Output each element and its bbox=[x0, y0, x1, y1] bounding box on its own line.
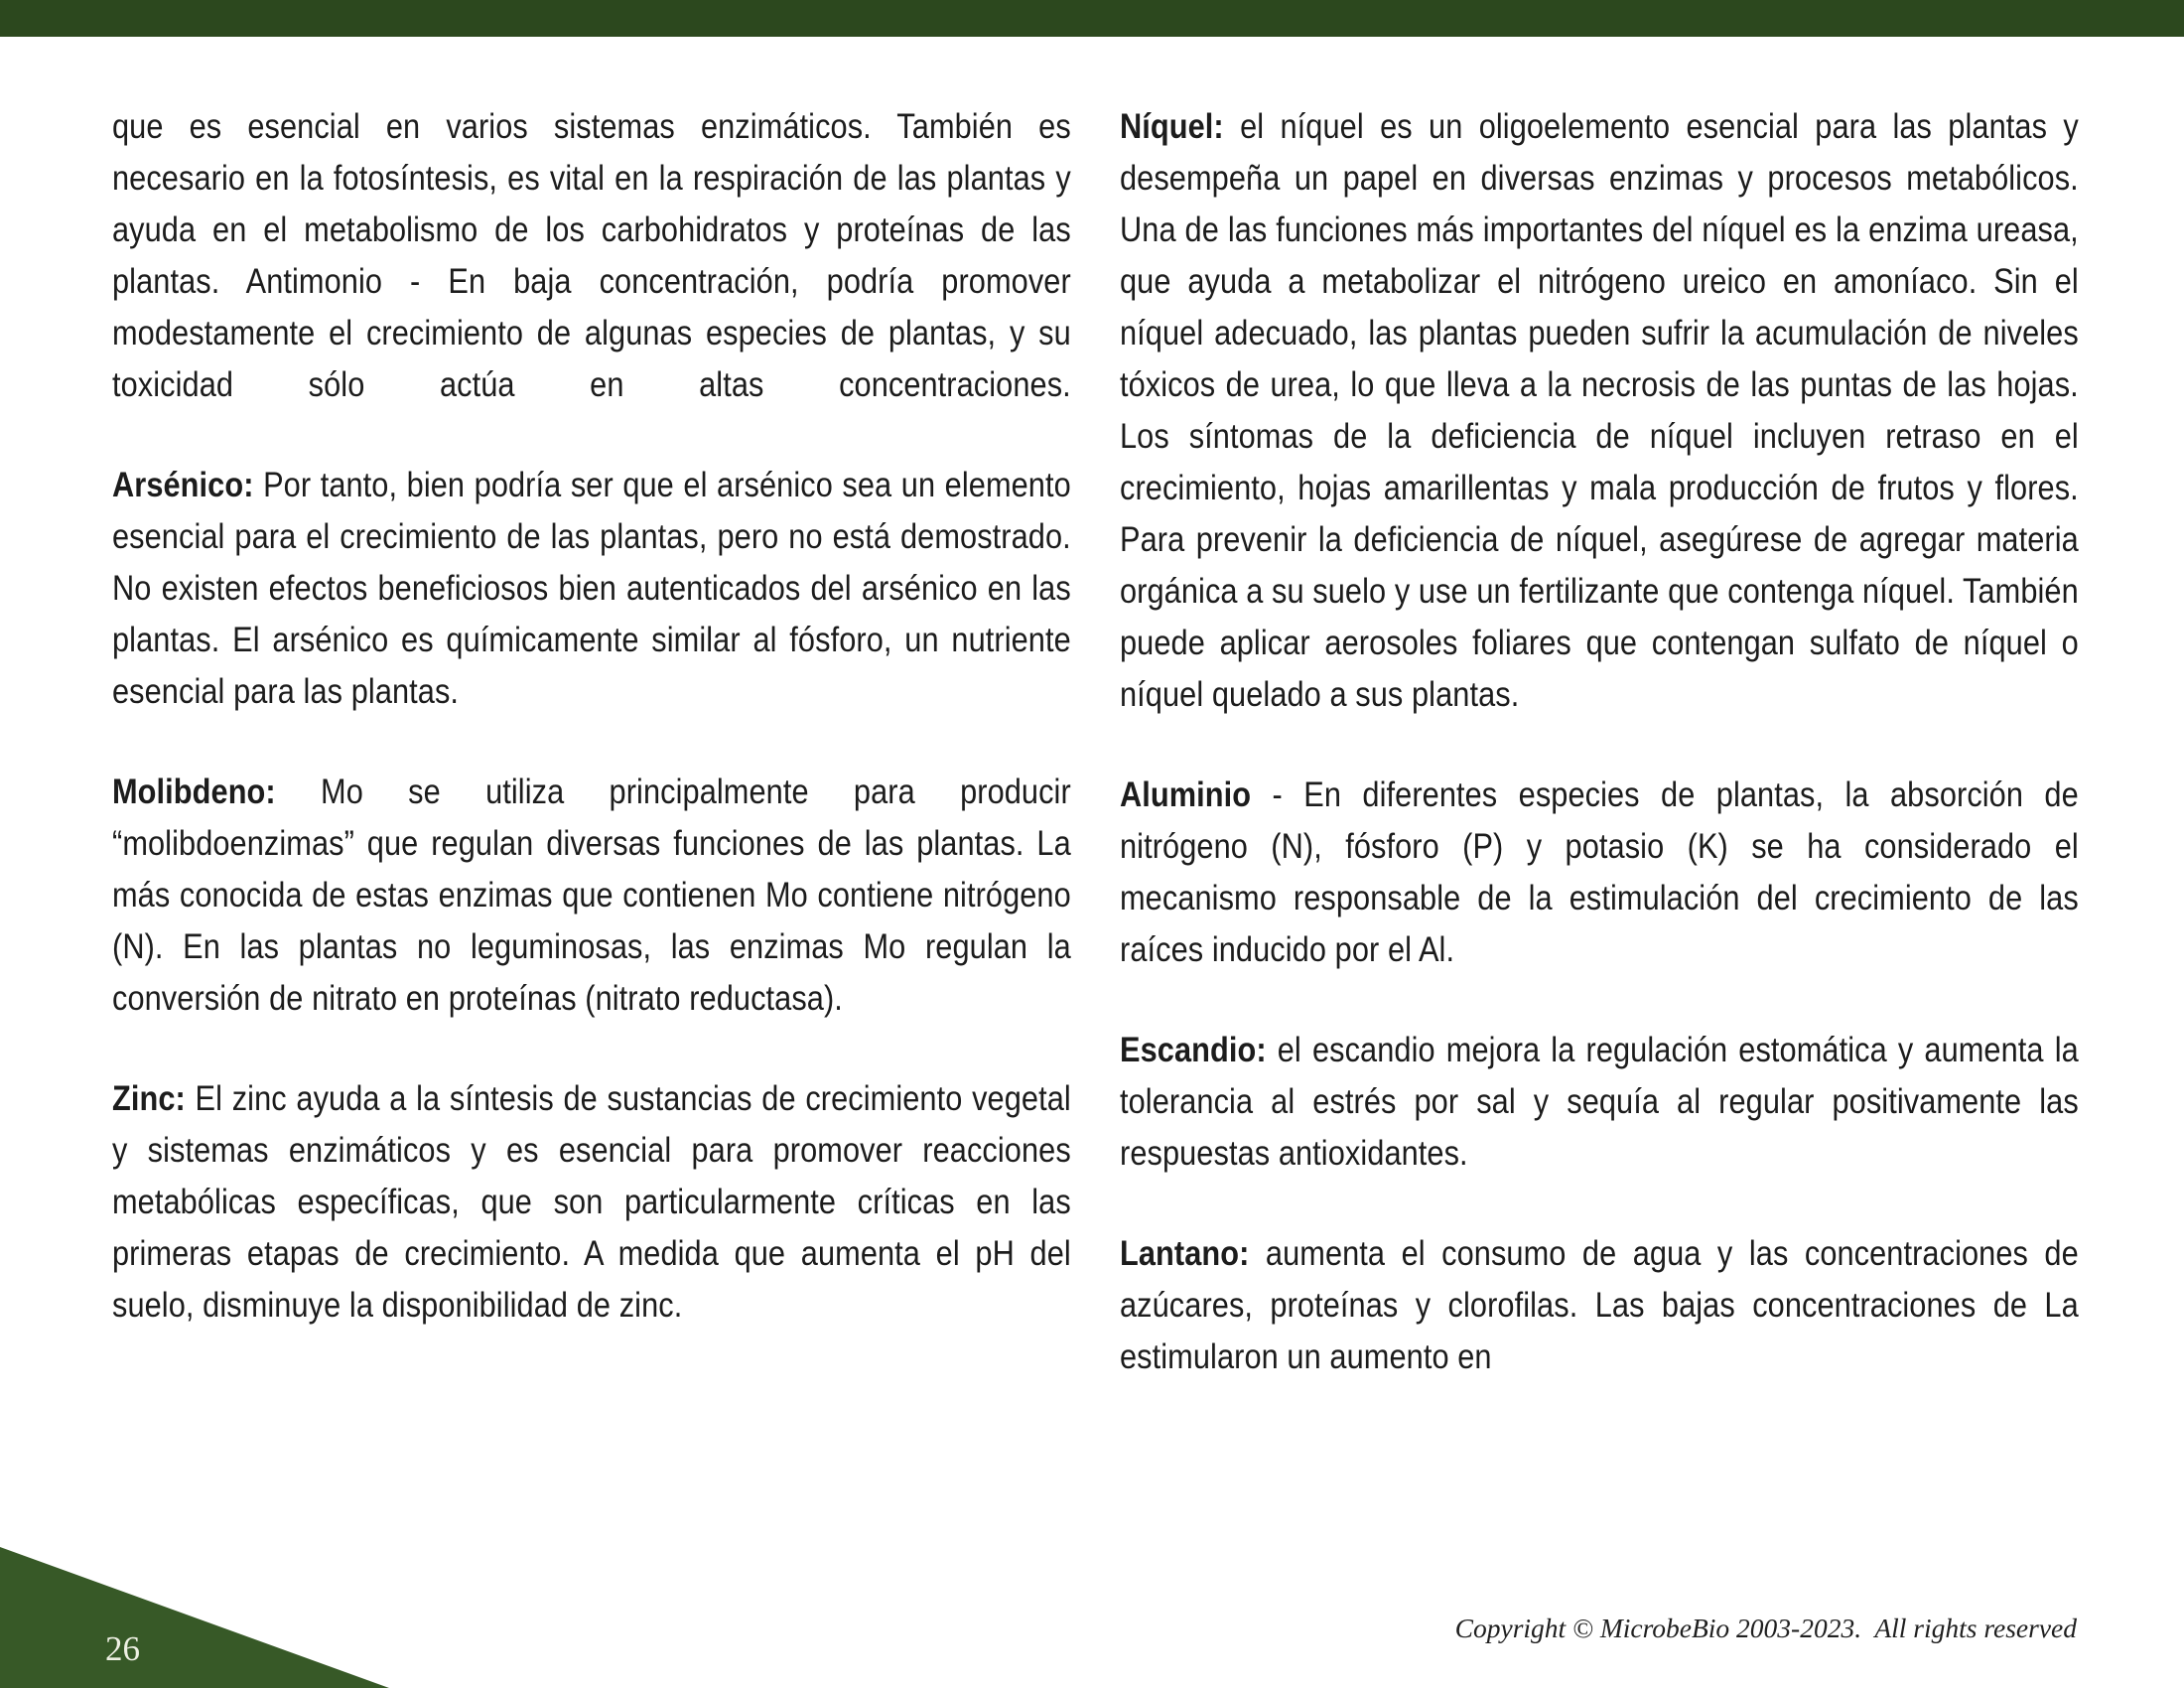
paragraph-aluminio bbox=[1120, 770, 2079, 976]
paragraph-text: aumenta el consumo de agua y las concentraciones de azúcares, proteínas y clorofilas. Las bajas concentraciones de La estimularon un aumento en bbox=[1120, 1234, 2079, 1376]
page-number: 26 bbox=[105, 1629, 140, 1668]
paragraph-continuation bbox=[112, 101, 1071, 411]
paragraph-lead: Zinc: bbox=[112, 1079, 186, 1118]
paragraph-niquel bbox=[1120, 101, 2079, 721]
paragraph-text: Por tanto, bien podría ser que el arsénico sea un elemento esencial para el crecimiento de las plantas, pero no está demostrado. No existen efectos beneficiosos bien autenticados del arsénico en las plantas. El arsénico es químicamente similar al fósforo, un nutriente esencial para las plantas. bbox=[112, 466, 1071, 711]
right-text-column bbox=[1120, 101, 2079, 1432]
paragraph-text: - En diferentes especies de plantas, la absorción de nitrógeno (N), fósforo (P) y potasio (K) se ha considerado el mecanismo responsable de la estimulación del crecimiento de las raíces inducido por el Al. bbox=[1120, 775, 2079, 969]
paragraph-text: el níquel es un oligoelemento esencial para las plantas y desempeña un papel en diversas enzimas y procesos metabólicos. Una de las funciones más importantes del níquel es la enzima ureasa, que ayuda a metabolizar el nitrógeno ureico en amoníaco. Sin el níquel adecuado, las plantas pueden sufrir la acumulación de niveles tóxicos de urea, lo que lleva a la necrosis de las puntas de las hojas. Los síntomas de la deficiencia de níquel incluyen retraso en el crecimiento, hojas amarillentas y mala producción de frutos y flores. Para prevenir la deficiencia de níquel, asegúrese de agregar materia orgánica a su suelo y use un fertilizante que contenga níquel. También puede aplicar aerosoles foliares que contengan sulfato de níquel o níquel quelado a sus plantas. bbox=[1120, 107, 2079, 714]
paragraph-escandio bbox=[1120, 1025, 2079, 1180]
paragraph-text: el escandio mejora la regulación estomática y aumenta la tolerancia al estrés por sal y sequía al regular positivamente las respuestas antioxidantes. bbox=[1120, 1031, 2079, 1173]
copyright-text: Copyright © MicrobeBio 2003-2023. All rights reserved bbox=[1454, 1613, 2077, 1643]
paragraph-text: El zinc ayuda a la síntesis de sustancias de crecimiento vegetal y sistemas enzimáticos y es esencial para promover reacciones metabólicas específicas, que son particularmente críticas en las primeras etapas de crecimiento. A medida que aumenta el pH del suelo, disminuye la disponibilidad de zinc. bbox=[112, 1079, 1071, 1325]
paragraph-lead: Lantano: bbox=[1120, 1234, 1250, 1273]
paragraph-lead: Arsénico: bbox=[112, 466, 254, 504]
top-accent-bar bbox=[0, 0, 2184, 37]
paragraph-lead: Escandio: bbox=[1120, 1031, 1267, 1069]
paragraph-zinc bbox=[112, 1073, 1071, 1332]
paragraph-arsenico bbox=[112, 460, 1071, 718]
paragraph-lantano bbox=[1120, 1228, 2079, 1383]
paragraph-text: Mo se utiliza principalmente para producir “molibdoenzimas” que regulan diversas funciones de las plantas. La más conocida de estas enzimas que contienen Mo contiene nitrógeno (N). En las plantas no leguminosas, las enzimas Mo regulan la conversión de nitrato en proteínas (nitrato reductasa). bbox=[112, 773, 1071, 1018]
page-corner-triangle bbox=[0, 1547, 389, 1688]
paragraph-lead: Níquel: bbox=[1120, 107, 1224, 146]
paragraph-lead: Molibdeno: bbox=[112, 773, 276, 811]
left-text-column bbox=[112, 101, 1071, 1380]
paragraph-lead: Aluminio bbox=[1120, 775, 1252, 814]
paragraph-molibdeno bbox=[112, 767, 1071, 1025]
paragraph-text: que es esencial en varios sistemas enzimáticos. También es necesario en la fotosíntesis, es vital en la respiración de las plantas y ayuda en el metabolismo de los carbohidratos y proteínas de las plantas. Antimonio - En baja concentración, podría promover modestamente el crecimiento de algunas especies de plantas, y su toxicidad sólo actúa en altas concentraciones. bbox=[112, 107, 1071, 404]
